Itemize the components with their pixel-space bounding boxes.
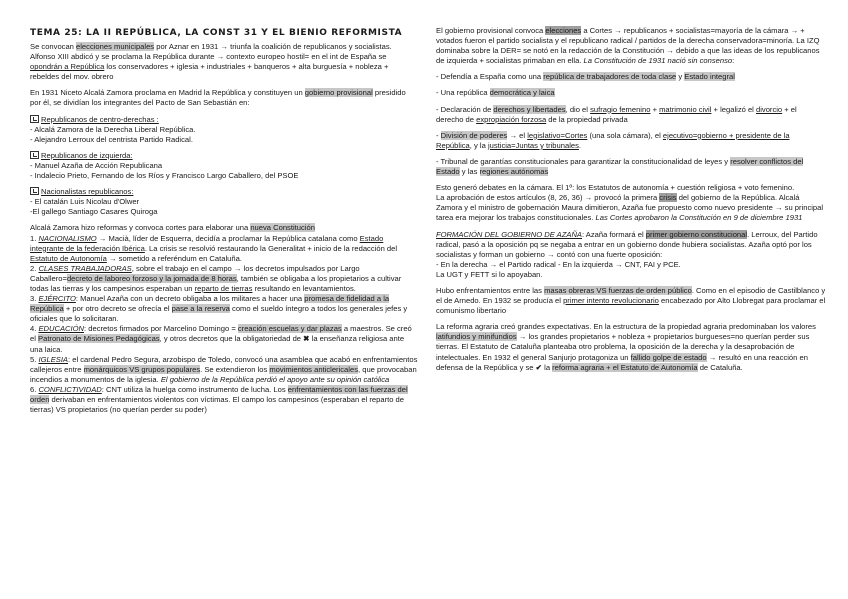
- constitution-point-2: [436, 88, 826, 98]
- list-item: - Alejandro Lerroux del centrista Partido Radical.: [30, 134, 193, 144]
- debates-paragraph: [436, 183, 826, 223]
- text: - Una república: [436, 88, 490, 98]
- text: La UGT y FETT si lo apoyaban.: [436, 269, 543, 279]
- group-izquierda: [30, 151, 418, 181]
- underlined-text: opondrán a República: [30, 62, 105, 72]
- text: .: [578, 140, 582, 150]
- text: a maestros. Se creó el: [30, 324, 412, 344]
- section-heading: FORMACIÓN DEL GOBIERNO DE AZAÑA: [436, 229, 582, 239]
- highlight: movimientos anticlericales: [269, 364, 358, 374]
- underlined-text: ejecutivo=gobierno + presidente de la República: [436, 130, 790, 150]
- constitution-point-3: [436, 105, 826, 125]
- azana-line: [436, 230, 826, 260]
- underlined-text: Estado integrante de la federación Ibérica: [30, 233, 384, 253]
- highlight: pase a la reserva: [171, 304, 230, 314]
- text: los conservadores + iglesia + industriales + banqueros + alta burguesía + nobleza + rebeldes del mov. obrero: [30, 62, 389, 82]
- text: por Aznar en 1931 → triunfa la coalición de republicanos y socialistas. Alfonso XIII abdicó y se proclama la República durante → contexto europeo hostil= en el int de España se: [30, 42, 392, 62]
- highlight: derechos y libertades: [493, 104, 566, 114]
- number: 6.: [30, 384, 39, 394]
- underlined-text: sufragio femenino: [590, 104, 651, 114]
- reform-heading: NACIONALISMO: [38, 233, 97, 243]
- elections-paragraph: [436, 26, 826, 66]
- underlined-text: primer intento revolucionario: [563, 296, 659, 306]
- group-heading: [30, 187, 418, 197]
- text: como el sueldo íntegro a todos los generales jefes y oficiales que lo solicitaran.: [30, 304, 408, 324]
- underlined-text: expropiación forzosa: [476, 114, 547, 124]
- highlight: república de trabajadores de toda clase: [543, 72, 677, 82]
- underlined-text: justicia=Juntas y tribunales: [487, 140, 579, 150]
- list-item: - Manuel Azaña de Acción Republicana: [30, 160, 163, 170]
- reform-heading: CLASES TRABAJADORAS: [38, 263, 132, 273]
- text: Se convocan: [30, 42, 77, 51]
- highlight: primer gobierno constitucional: [645, 229, 748, 239]
- underlined-text: divorcio: [755, 104, 783, 114]
- checkbox-icon: [30, 187, 39, 195]
- reform-heading: IGLESIA: [38, 354, 68, 364]
- highlight: promesa de fidelidad a la República: [30, 294, 390, 314]
- highlight: creación escuelas y dar plazas: [237, 324, 342, 334]
- text: + por otro decreto se ofrecía el: [63, 304, 172, 314]
- group-centro-derechas: [30, 115, 418, 145]
- crisis-line: [436, 193, 826, 223]
- reform-clases-trabajadoras: [30, 264, 418, 294]
- text: La aprobación de estos artículos (8, 26, 36) → provocó la primera: [436, 193, 660, 203]
- number: 3.: [30, 294, 39, 304]
- text: , sobre el trabajo en el campo → los decretos impulsados por Largo Caballero=: [30, 263, 360, 283]
- text: Hubo enfrentamientos entre las: [436, 285, 545, 295]
- checkbox-icon: [30, 151, 39, 159]
- highlight: resolver conflictos del Estado: [436, 156, 804, 177]
- group-nacionalistas: [30, 187, 418, 217]
- text: , que provocaban incendios a monumentos de la iglesia.: [30, 364, 417, 384]
- highlight: elecciones municipales: [76, 42, 155, 51]
- reform-heading: CONFLICTIVIDAD: [38, 384, 102, 394]
- text: del gobierno de la República. Alcalá Zamora y el ministro de gobernación Maura dimitieron, Azaña fue propuesto como nuevo presidente → su principal tarea era mejorar los trabajos constitucionales.: [436, 193, 824, 223]
- text: : Manuel Azaña con un decreto obligaba a los militares a hacer una: [75, 294, 305, 304]
- highlight: crisis: [659, 193, 677, 203]
- text: - Declaración de: [436, 104, 494, 114]
- text: - En la derecha → el Partido radical - En la izquierda → CNT, FAI y PCE.: [436, 259, 681, 269]
- highlight: latifundios y minifundios: [436, 332, 517, 342]
- text: (una sola cámara), el: [587, 130, 663, 140]
- text: la: [542, 362, 553, 372]
- text: En 1931 Niceto Alcalá Zamora proclama en Madrid la República y constituyen un: [30, 88, 305, 98]
- reform-heading: EJÉRCITO: [38, 294, 76, 304]
- underlined-text: legislativo=Cortes: [527, 130, 588, 140]
- highlight: elecciones: [545, 26, 582, 35]
- text: y las: [459, 167, 480, 177]
- text: resultando en levantamientos.: [252, 283, 356, 293]
- constitution-point-5: [436, 157, 826, 177]
- text: +: [650, 104, 660, 114]
- text: → sometido a referéndum en Cataluña.: [106, 253, 242, 263]
- underlined-text: matrimonio civil: [659, 104, 712, 114]
- number: 2.: [30, 263, 39, 273]
- text: , dio el: [565, 104, 591, 114]
- text: la enseñanza religiosa ante una laica.: [30, 334, 405, 354]
- list-item: - Indalecio Prieto, Fernando de los Ríos y Francisco Largo Caballero, del PSOE: [30, 171, 299, 181]
- highlight: decreto de laboreo forzoso y la jornada de 8 horas: [66, 273, 237, 283]
- highlight: gobierno provisional: [304, 88, 373, 98]
- left-column: [30, 28, 418, 415]
- italic-text: Las Cortes aprobaron la Constitución en 9 de diciembre 1931: [595, 213, 803, 223]
- text: de la propiedad privada: [546, 114, 628, 124]
- text: - Tribunal de garantías constitucionales para garantizar la constitucionalidad de leyes y: [436, 156, 731, 166]
- number: 4.: [30, 324, 39, 334]
- text: -: [436, 130, 441, 140]
- text: + legalizó el: [711, 104, 756, 114]
- page-title: TEMA 25: LA II REPÚBLICA, LA CONST 31 Y EL BIENIO REFORMISTA: [30, 28, 403, 38]
- text: presidido por él, se dividían los integrantes del Pacto de San Sebastián en:: [30, 88, 406, 108]
- constitution-point-4: [436, 131, 826, 151]
- highlight: enfrentamientos con las fuerzas del orden: [30, 384, 408, 404]
- highlight: democrática y laica: [489, 88, 555, 98]
- text: + el derecho de: [436, 104, 797, 124]
- agrarian-reform-paragraph: [436, 322, 826, 372]
- heading-text: Nacionalistas republicanos:: [41, 187, 134, 197]
- text: , también se obligaba a los propietarios a cultivar todas las tierras y los campesinos esperaban un: [30, 273, 402, 293]
- heading-text: Republicanos de centro-derechas :: [41, 114, 159, 124]
- highlight: reforma agraria + el Estatuto de Autonomía: [552, 362, 698, 372]
- highlight: regiones autónomas: [479, 167, 549, 177]
- text: : CNT utiliza la huelga como instrumento de lucha. Los: [101, 384, 288, 394]
- text: Esto generó debates en la cámara. El 1º: los Estatutos de autonomía + cuestión religiosa + voto femenino.: [436, 183, 795, 193]
- text: encabezado por Alto Llobregat para proclamar el comunismo libertario: [436, 296, 826, 316]
- text: : Azaña formará el: [582, 229, 646, 239]
- highlight: Estado integral: [684, 72, 735, 82]
- text: La reforma agraria creó grandes expectativas. En la estructura de la propiedad agraria predominaban los valores: [436, 322, 816, 332]
- reforms-section: [30, 223, 418, 415]
- text: → Macià, líder de Esquerra, decidía a proclamar la República catalana como: [96, 233, 360, 243]
- highlight: División de poderes: [440, 130, 508, 140]
- reform-iglesia: [30, 355, 418, 385]
- reform-ejercito: [30, 294, 418, 324]
- list-item: - El catalán Luis Nicolau d'Olwer: [30, 197, 140, 207]
- reform-conflictividad: [30, 385, 418, 415]
- intro-paragraph: [30, 42, 418, 82]
- text: El gobierno provisional convoca: [436, 26, 546, 35]
- highlight: Patronato de Misiones Pedagógicas: [38, 334, 160, 344]
- text: . Lerroux, del Partido radical, pasó a la oposición pq se negaba a entrar en un gobierno donde hubiera socialistas. Azaña optó por los socialistas y forman un gobierno → contó con una fuerte oposición:: [436, 229, 818, 259]
- reform-nacionalismo: [30, 234, 418, 264]
- right-column: [436, 26, 826, 379]
- highlight: monárquicos VS grupos populares: [83, 364, 201, 374]
- text: a Cortes → republicanos + socialistas=mayoría de la cámara → + votados fueron el partido socialista y el republicano radical / partidos de la derecha conservadora=minoría. La IZQ dominaba sobre la DER= se notó en la redacción de la Constitución → debido a que las ideas de los republicanos de izquierda + socialistas primaban en ella.: [436, 26, 820, 66]
- text: . Como en el episodio de Castilblanco y el de Arnedo. En 1932 se producía el: [436, 285, 826, 306]
- reform-educacion: [30, 324, 418, 354]
- group-heading: [30, 151, 418, 161]
- text: :: [732, 56, 735, 66]
- heading-text: Republicanos de izquierda:: [41, 150, 133, 160]
- text: - Defendía a España como una: [436, 72, 544, 82]
- list-item: -El gallego Santiago Casares Quiroga: [30, 207, 158, 217]
- text: : decretos firmados por Marcelino Domingo =: [84, 324, 238, 334]
- underlined-text: Estatuto de Autonomía: [30, 253, 107, 263]
- azana-government-paragraph: [436, 230, 826, 280]
- italic-text: La Constitución de 1931 nació sin consenso: [583, 56, 733, 66]
- text: : el cardenal Pedro Segura, arzobispo de Toledo, convocó una asamblea que acabó en enfrentamientos callejeros entre: [30, 354, 418, 374]
- text: derivaban en enfrentamientos violentos con víctimas. El campo los campesinos (esperaban el reparto de tierras) VS propietarios (no querían perder su poder): [30, 395, 405, 415]
- confrontations-paragraph: [436, 286, 826, 316]
- checkmark-icon: ✔: [535, 362, 543, 372]
- gov-paragraph: [30, 88, 418, 108]
- cross-icon: ✖: [303, 334, 310, 344]
- checkbox-icon: [30, 115, 39, 123]
- text: y: [676, 72, 685, 82]
- constitution-point-1: [436, 72, 826, 82]
- text: Alcalá Zamora hizo reformas y convoca cortes para elaborar una: [30, 223, 251, 233]
- group-heading: [30, 115, 418, 125]
- underlined-text: reparto de tierras: [194, 283, 253, 293]
- italic-text: El gobierno de la República perdió el apoyo ante su opinión católica: [160, 374, 390, 384]
- text: , y otros decretos que la obligatoriedad de: [159, 334, 304, 344]
- number: 1.: [30, 233, 39, 243]
- text: . Se extendieron los: [200, 364, 270, 374]
- highlight: fallido golpe de estado: [630, 352, 707, 362]
- number: 5.: [30, 354, 39, 364]
- highlight: nueva Constitución: [250, 223, 315, 233]
- reform-heading: EDUCACIÓN: [38, 324, 85, 334]
- text: de Cataluña.: [697, 362, 743, 372]
- list-item: - Alcalá Zamora de la Derecha Liberal República.: [30, 124, 196, 134]
- text: → resultó en una reacción en defensa de la República y se: [436, 352, 808, 372]
- text: . La crisis se resolvió restaurando la Generalitat + inicio de la redacción del: [144, 243, 398, 253]
- text: → el: [507, 130, 528, 140]
- text: → los grandes propietarios + nobleza + propietarios burgueses=no querían perder sus tierras. El Estatuto de Cataluña planteaba otro problema, la oposición de la derecha y la desaprobación de intelectuales. En 1932 el general Sanjurjo protagoniza un: [436, 332, 810, 362]
- reforms-intro: [30, 223, 418, 233]
- text: , y la: [469, 140, 488, 150]
- highlight: masas obreras VS fuerzas de orden público: [544, 285, 692, 295]
